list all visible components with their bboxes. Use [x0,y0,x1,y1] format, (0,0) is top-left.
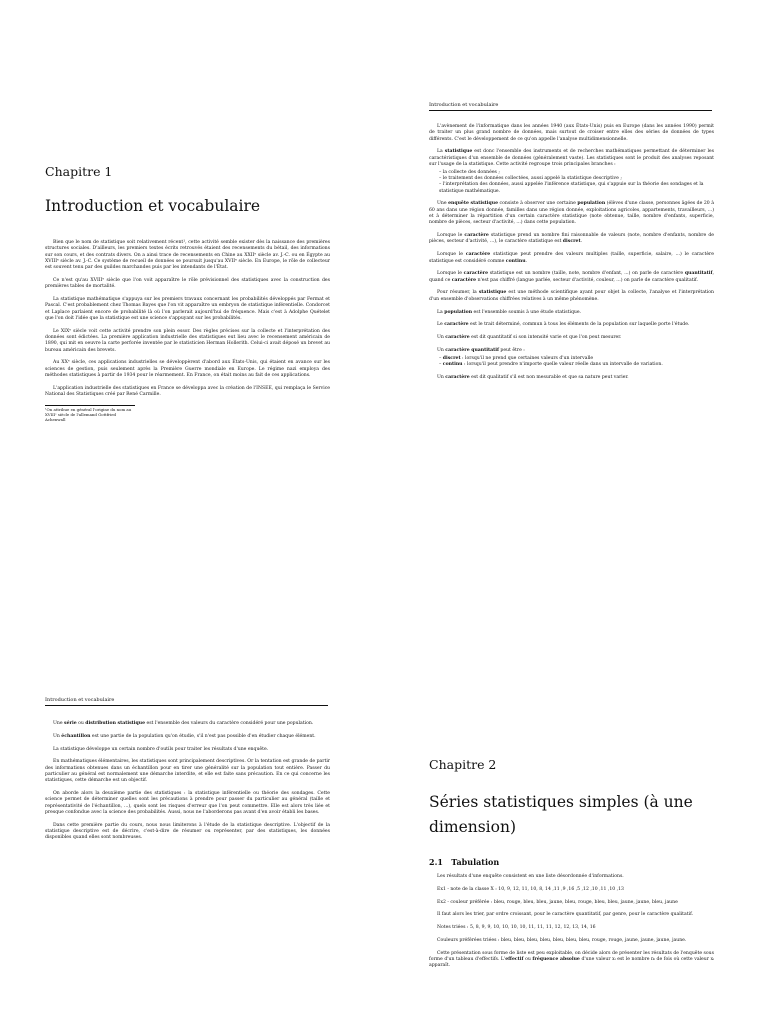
sorted-notes: Notes triées : 5, 8, 9, 9, 10, 10, 10, 10, 11, 11, 11, 12, 12, 13, 14, 16 [437,925,596,931]
page-body [429,874,714,976]
paragraph: Lorsque le caractère statistique peut prendre des valeurs multiples (taille, superficie, salaire, ...) le caractère statistique est considéré comme continu. [429,252,714,264]
page-12 [384,512,768,1024]
paragraph: Une enquête statistique consiste à observer une certaine population (élèves d'une classe, personnes âgées de 20 à 60 ans dans une région donnée, familles dans une région donnée, exploitations agricoles, appartements, travailleurs, ...) et à déterminer la répartition d'un certain caractère statistique (note obtenue, taille, nombre d'enfants, superficie, nombre de pièces, secteur d'activité, ...) dans cette population. [429,201,714,226]
running-header: Introduction et vocabulaire [45,697,328,706]
paragraph: Pour résumer, la statistique est une méthode scientifique ayant pour objet la collecte, l'analyse et l'interprétation d'un ensemble d'observations chiffrées relatives à un même phénomène. [429,290,714,302]
page-body [45,721,330,848]
page-body [429,124,714,388]
list-item: – continu : lorsqu'il peut prendre n'importe quelle valeur réelle dans un intervalle de variation. [439,362,663,368]
paragraph: Les résultats d'une enquête consistent en une liste désordonnée d'informations. [437,874,624,879]
sorted-colors: Couleurs préférées triées : bleu, bleu, bleu, bleu, bleu, bleu, bleu, rouge, rouge, jaune, jaune, jaune, jaune. [437,937,687,943]
chapter-label: Chapitre 1 [45,164,113,179]
running-header: Introduction et vocabulaire [429,102,712,111]
list-item: – la collecte des données ; [439,169,500,175]
page-9 [0,0,384,512]
paragraph: On aborde alors la deuxième partie des statistiques : la statistique inférentielle ou théorie des sondages. Cette science permet de déterminer quelles sont les précautions à prendre pour passer du particulier au général (taille et représentativité de l'échantillon, ...), quels sont les risques d'erreur que l'on peut commettre. Elle est alors très liée et presque confondue avec la science des probabilités. Aussi, nous ne l'aborderons pas avant d'en avoir établi les bases. [45,791,330,815]
paragraph: Une série ou distribution statistique est l'ensemble des valeurs du caractère considéré pour une population. [53,721,314,726]
paragraph: Au XXᵉ siècle, ces applications industrielles se développèrent d'abord aux États-Unis, qui étaient en avance sur les sciences de gestion, puis seulement après la Première Guerre mondiale en Europe. Le régime nazi employa des méthodes statistiques à partir de 1934 pour le réarmement. En France, on était moins au fait de ces applications. [45,360,330,379]
paragraph: Un caractère est dit quantitatif si son intensité varie et que l'on peut mesurer. [437,335,622,341]
footnote: ¹On attribue en général l'origine du nom au XVIIIᵉ siècle de l'allemand Gottfried Achenwall [45,405,135,422]
paragraph: Bien que le nom de statistique soit relativement récent¹, cette activité semble exister dès la naissance des premières structures sociales. D'ailleurs, les premiers textes écrits retrouvés étaient des recensements du bétail, des informations sur son cours, et des contrats divers. On a ainsi trace de recensements en Chine au XXIIᵉ siècle av. J.-C. ou en Égypte au XVIIIᵉ siècle av. J.-C. Ce système de recueil de données se poursuit jusqu'au XVIIᵉ siècle. En Europe, le rôle de collecteur est souvent tenu par des guildes marchandes puis par les intendants de l'État. [45,240,330,271]
example-1: Ex1 - note de la classe X : 10, 9, 12, 11, 10, 8, 14 ,11 ,9 ,16 ,5 ,12 ,10 ,11 ,10 ,13 [437,886,624,892]
list [429,356,714,369]
page-body [45,240,330,422]
paragraph: L'avènement de l'informatique dans les années 1940 (aux États-Unis) puis en Europe (dans les années 1990) permit de traiter un plus grand nombre de données, mais surtout de croiser entre elles des séries de données de types différents. C'est le développement de ce qu'on appelle l'analyse multidimensionnelle. [429,124,714,142]
paragraph: Lorsque le caractère statistique prend un nombre fini raisonnable de valeurs (note, nombre d'enfants, nombre de pièces, secteur d'activité, ...), le caractère statistique est discret. [429,233,714,245]
paragraph: Cette présentation sous forme de liste est peu exploitable, on décide alors de présenter les résultats de l'enquête sous forme d'un tableau d'effectifs. L'effectif ou fréquence absolue d'une valeur xᵢ est le nombre nᵢ de fois où cette valeur xᵢ apparaît. [429,950,715,969]
section-heading [429,857,499,867]
chapter-title: Séries statistiques simples (à une dimension) [429,793,693,836]
list-item: – discret : lorsqu'il ne prend que certaines valeurs d'un intervalle [439,355,594,361]
paragraph: La statistique est donc l'ensemble des instruments et de recherches mathématiques permettant de déterminer les caractéristiques d'un ensemble de données (généralement vaste). Les statistiques sont le produit des analyses reposant sur l'usage de la statistique. Cette activité regroupe trois principales branches : [429,149,714,167]
paragraph: La statistique mathématique s'appuya sur les premiers travaux concernant les probabilités développés par Fermat et Pascal. C'est probablement chez Thomas Bayes que l'on vit apparaître un embryon de statistique inférentielle. Condorcet et Laplace parlaient encore de probabilité là où l'on parlerait aujourd'hui de fréquence. Mais c'est à Adolphe Quételet que l'on doit l'idée que la statistique est une science s'appuyant sur les probabilités. [45,297,330,321]
paragraph: La population est l'ensemble soumis à une étude statistique. [437,309,582,315]
paragraph: Le XIXᵉ siècle voit cette activité prendre son plein essor. Des règles précises sur la collecte et l'interprétation des données sont édictées. La première application industrielle des statistiques eut lieu avec le recensement américain de 1890, qui mit en oeuvre la carte perforée inventée par le statisticien Herman Hollerith. Celui-ci avait déposé un brevet au bureau américain des brevets. [45,328,331,353]
paragraph: Un caractère quantitatif peut être : [437,347,525,353]
paragraph: La statistique développe un certain nombre d'outils pour traiter les résultats d'une enquête. [53,746,269,752]
list [429,170,714,195]
example-2: Ex2 - couleur préférée : bleu, rouge, bleu, bleu, jaune, bleu, rouge, bleu, bleu, jaune, jaune, bleu, jaune [437,899,678,905]
section-title: Tabulation [451,857,500,867]
page-10 [384,0,768,512]
chapter-label: Chapitre 2 [429,757,497,772]
section-number: 2.1 [429,857,443,867]
paragraph: Un échantillon est une partie de la population qu'on étudie, s'il n'est pas possible d'en étudier chaque élément. [53,733,316,739]
page-11 [0,512,384,1024]
list-item: – le traitement des données collectées, aussi appelé la statistique descriptive ; [439,176,622,182]
chapter-title: Introduction et vocabulaire [45,197,261,215]
paragraph: En mathématiques élémentaires, les statistiques sont principalement descriptives. Or la tentation est grande de partir des informations obtenues dans un échantillon pour en tirer une généralité sur la population tout entière. Passer du particulier au général est normalement une démarche interdite, et elle est faite sans précaution. En ce qui concerne les statistiques, cette démarche est un objectif. [45,759,330,784]
paragraph: Ce n'est qu'au XVIIIᵉ siècle que l'on voit apparaître le rôle prévisionnel des statistiques avec la construction des premières tables de mortalité. [45,277,330,290]
list-item: – l'interprétation des données, aussi appelée l'inférence statistique, qui s'appuie sur la théorie des sondages et la statistique mathématique. [439,182,704,194]
paragraph: Le caractère est le trait déterminé, commun à tous les éléments de la population sur laquelle porte l'étude. [437,322,690,328]
paragraph: Lorsque le caractère statistique est un nombre (taille, note, nombre d'enfant, ...) on parle de caractère quantitatif, quand ce caractère n'est pas chiffré (langue parlée, secteur d'activité, couleur, ...) on parle de caractère qualitatif. [429,271,714,283]
paragraph: Un caractère est dit qualitatif s'il est non mesurable et que sa nature peut varier. [437,374,629,380]
paragraph: Dans cette première partie du cours, nous nous limiterons à l'étude de la statistique descriptive. L'objectif de la statistique descriptive est de décrire, c'est-à-dire de résumer ou représenter, par des statistiques, les données disponibles quand elles sont nombreuses. [45,822,330,841]
paragraph: Il faut alors les trier, par ordre croissant, pour le caractère quantitatif, par genre, pour le caractère qualitatif. [437,912,694,918]
paragraph: L'application industrielle des statistiques en France se développa avec la création de l'INSEE, qui remplaça le Service National des Statistiques créé par René Carmille. [45,385,330,398]
